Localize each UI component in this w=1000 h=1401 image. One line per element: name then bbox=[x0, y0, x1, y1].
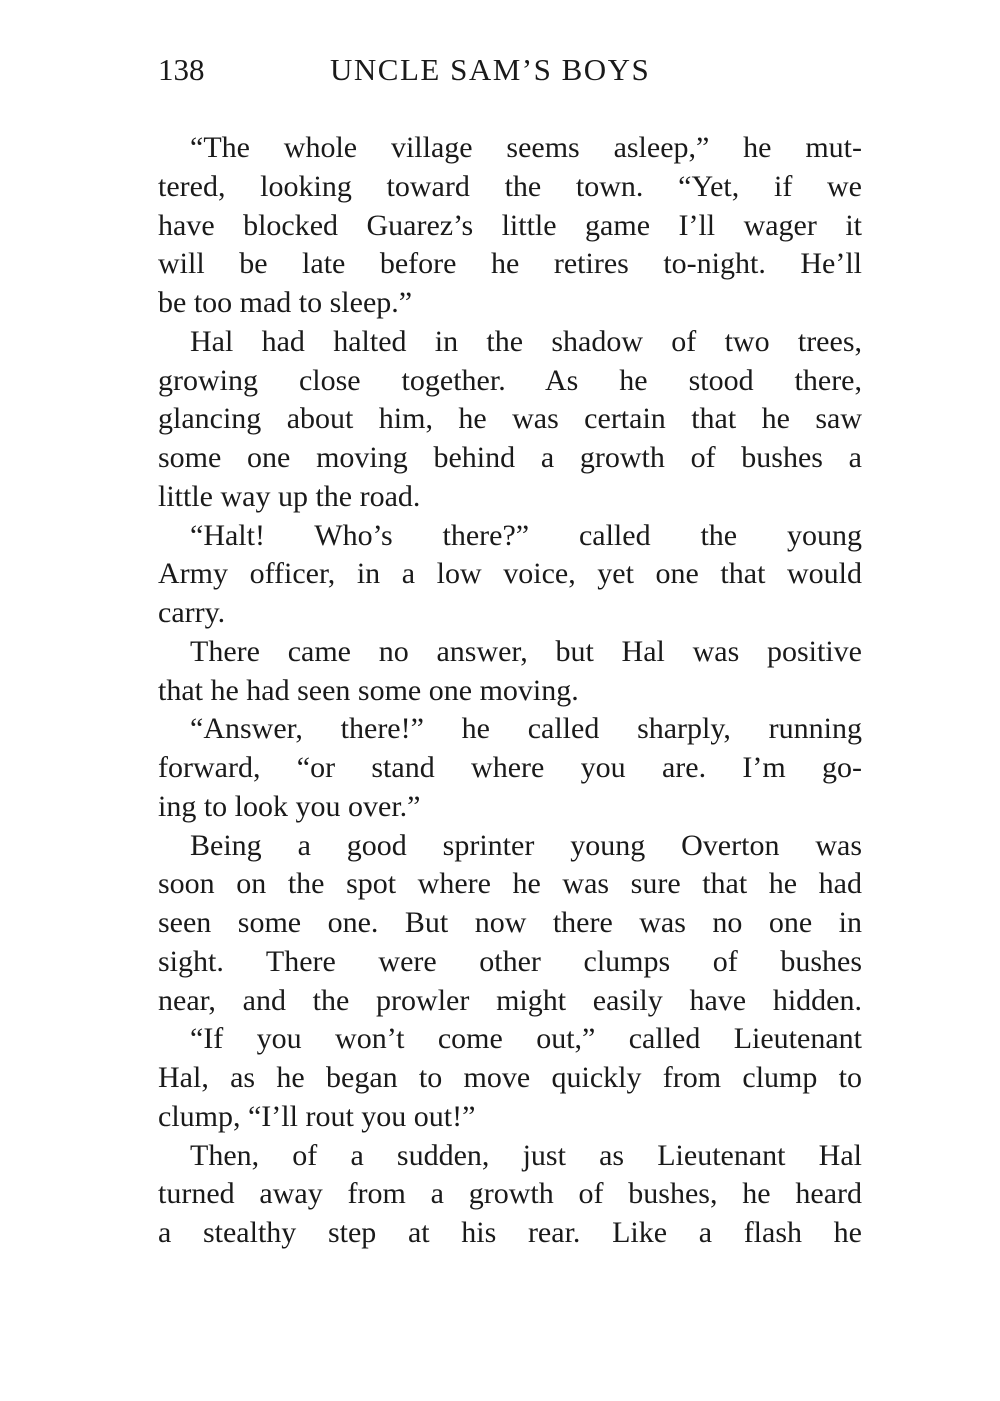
text-line: clump, “I’ll rout you out!” bbox=[158, 1099, 476, 1133]
text-line: carry. bbox=[158, 596, 226, 629]
text-line: near, and the prowler might easily have hidden. bbox=[158, 983, 862, 1017]
text-line: will be late before he retires to-night. He’ll bbox=[158, 247, 862, 281]
text-line: soon on the spot where he was sure that he had bbox=[158, 867, 862, 901]
text-line: some one moving behind a growth of bushes a bbox=[158, 441, 862, 474]
body-text bbox=[158, 129, 862, 1253]
text-line: have blocked Guarez’s little game I’ll wager it bbox=[158, 208, 862, 242]
text-line: Then, of a sudden, just as Lieutenant Hal bbox=[190, 1138, 862, 1172]
running-head: UNCLE SAM’S BOYS bbox=[330, 52, 651, 87]
text-line: growing close together. As he stood there, bbox=[158, 363, 862, 397]
text-line: “Halt! Who’s there?” called the young bbox=[190, 518, 862, 552]
text-line: sight. There were other clumps of bushes bbox=[158, 944, 862, 978]
text-line: tered, looking toward the town. “Yet, if we bbox=[158, 169, 862, 203]
text-line: Hal had halted in the shadow of two trees, bbox=[190, 324, 862, 358]
text-line: Being a good sprinter young Overton was bbox=[190, 828, 862, 862]
text-line: Hal, as he began to move quickly from clump to bbox=[158, 1061, 862, 1094]
text-line: seen some one. But now there was no one in bbox=[158, 906, 862, 939]
text-line: Army officer, in a low voice, yet one that would bbox=[158, 557, 862, 591]
text-line: little way up the road. bbox=[158, 479, 421, 513]
page-number: 138 bbox=[158, 52, 205, 87]
text-line: There came no answer, but Hal was positive bbox=[190, 634, 862, 668]
text-line: “If you won’t come out,” called Lieutenant bbox=[190, 1022, 862, 1056]
text-line: turned away from a growth of bushes, he heard bbox=[158, 1177, 862, 1211]
text-line: glancing about him, he was certain that he saw bbox=[158, 402, 862, 436]
text-line: that he had seen some one moving. bbox=[158, 673, 579, 707]
text-line: ing to look you over.” bbox=[158, 789, 421, 823]
text-line: a stealthy step at his rear. Like a flash he bbox=[158, 1216, 862, 1249]
text-line: be too mad to sleep.” bbox=[158, 286, 413, 319]
text-line: “The whole village seems asleep,” he mut- bbox=[190, 131, 862, 164]
text-line: forward, “or stand where you are. I’m go- bbox=[158, 751, 862, 784]
page-header bbox=[158, 50, 698, 90]
text-line: “Answer, there!” he called sharply, running bbox=[190, 712, 862, 746]
